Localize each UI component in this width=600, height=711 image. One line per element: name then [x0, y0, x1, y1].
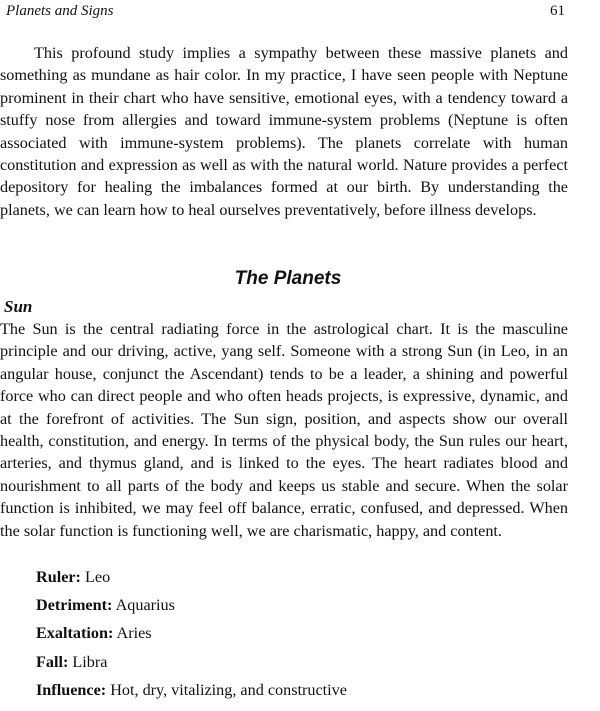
property-fall [36, 651, 347, 679]
subsection-title: Sun [4, 297, 33, 316]
property-exaltation [36, 622, 347, 650]
property-detriment [36, 594, 347, 622]
property-value: Leo [85, 568, 111, 586]
property-ruler [36, 566, 347, 594]
page-number: 61 [550, 3, 565, 19]
property-value: Libra [72, 652, 108, 671]
running-head: Planets and Signs [6, 3, 114, 19]
property-influence [36, 679, 347, 707]
property-value: Aquarius [115, 596, 175, 615]
property-value: Aries [116, 624, 152, 643]
property-label: Influence: [36, 680, 107, 699]
intro-paragraph: This profound study implies a sympathy between these massive planets and something as mundane as hair color. In my practice, I have seen people with Neptune prominent in their chart who have sensitive, emotional eyes, with a tendency toward a stuffy nose from allergies and toward immune-system problems (Neptune is often associated with immune-system problems). The planets correlate with human constitution and expression as well as with the natural world. Nature provides a perfect depository for healing the imbalances formed at our birth. By understanding the planets, we can learn how to heal ourselves preventatively, before illness develops. [0, 44, 568, 219]
planet-properties [36, 566, 347, 707]
property-label: Fall: [36, 652, 69, 671]
property-label: Detriment: [36, 596, 113, 615]
sun-paragraph: The Sun is the central radiating force in the astrological chart. It is the masculine principle and our driving, active, yang self. Someone with a strong Sun (in Leo, in an angular house, conjunct the Ascendant) tends to be a leader, a shining and powerful force who can direct people and who often heads projects, is expressive, dynamic, and at the forefront of activities. The Sun sign, position, and aspects show our overall health, constitution, and energy. In terms of the physical body, the Sun rules our heart, arteries, and thymus gland, and is linked to the eyes. The heart radiates blood and nourishment to all parts of the body and keeps us stable and secure. When the solar function is inhibited, we may feel off balance, erratic, confused, and depressed. When the solar function is functioning well, we are charismatic, happy, and content. [0, 320, 568, 540]
property-value: Hot, dry, vitalizing, and constructive [110, 680, 347, 699]
property-label: Ruler: [36, 568, 81, 586]
section-heading: The Planets [234, 268, 342, 289]
property-label: Exaltation: [36, 624, 114, 643]
